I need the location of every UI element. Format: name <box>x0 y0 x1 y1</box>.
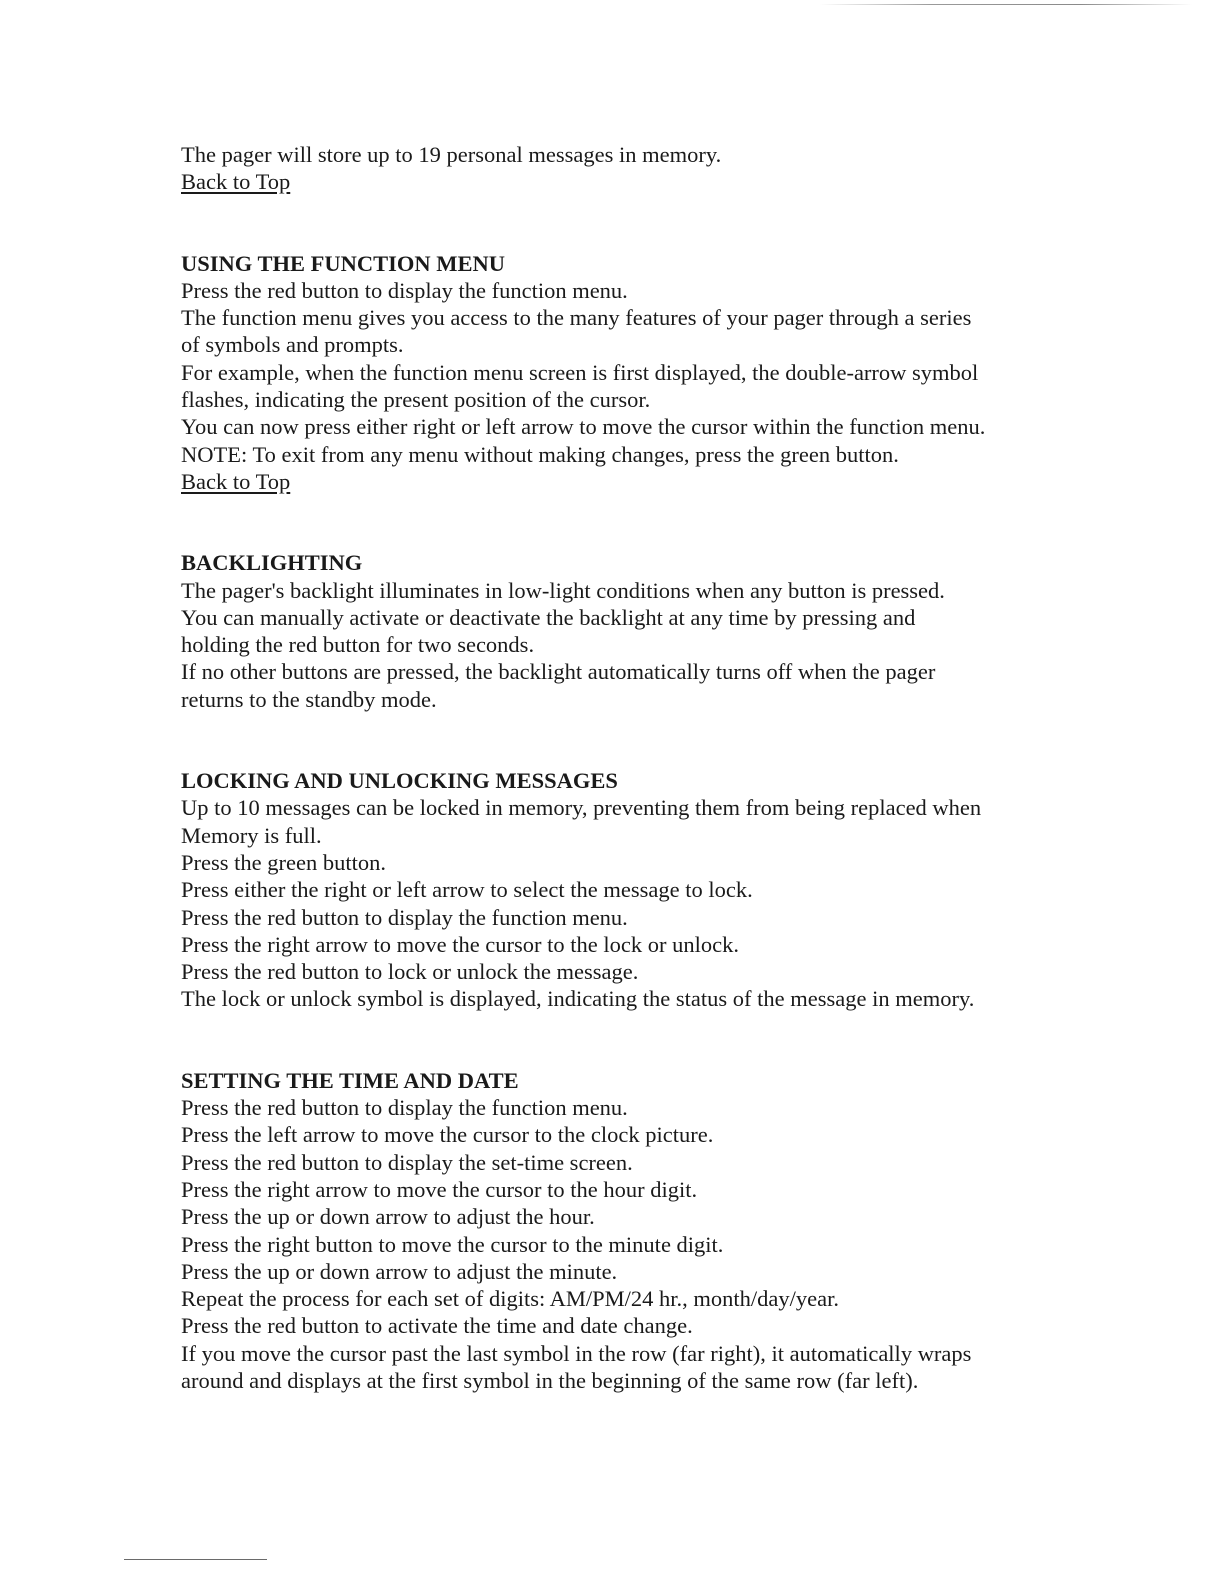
text-line: You can now press either right or left arrow to move the cursor within the function menu. <box>181 414 986 440</box>
text-line: NOTE: To exit from any menu without making changes, press the green button. <box>181 441 899 467</box>
section-heading: BACKLIGHTING <box>181 550 363 576</box>
document-body <box>181 141 1061 1394</box>
text-line: The lock or unlock symbol is displayed, indicating the status of the message in memory. <box>181 986 975 1012</box>
text-line: Press either the right or left arrow to select the message to lock. <box>181 877 753 903</box>
text-line: Up to 10 messages can be locked in memory, preventing them from being replaced when <box>181 795 982 821</box>
section-heading: SETTING THE TIME AND DATE <box>181 1067 519 1093</box>
text-line: If you move the cursor past the last symbol in the row (far right), it automatically wraps <box>181 1340 972 1366</box>
text-line: Press the right arrow to move the cursor to the lock or unlock. <box>181 931 739 957</box>
scan-edge-line <box>820 4 1192 5</box>
text-line: Press the red button to display the function menu. <box>181 1095 628 1121</box>
text-line: returns to the standby mode. <box>181 686 437 712</box>
intro-section <box>181 141 1061 196</box>
back-to-top-link[interactable]: Back to Top <box>181 468 291 494</box>
section-heading: LOCKING AND UNLOCKING MESSAGES <box>181 768 618 794</box>
spacer <box>181 1013 1061 1067</box>
spacer <box>181 196 1061 250</box>
text-line: The pager will store up to 19 personal messages in memory. <box>181 142 722 167</box>
text-line: Repeat the process for each set of digits: AM/PM/24 hr., month/day/year. <box>181 1286 840 1312</box>
text-line: Press the up or down arrow to adjust the hour. <box>181 1204 595 1230</box>
text-line: The function menu gives you access to the many features of your pager through a series <box>181 305 972 331</box>
text-line: Press the red button to display the function menu. <box>181 277 628 303</box>
text-line: Press the up or down arrow to adjust the minute. <box>181 1258 618 1284</box>
text-line: Press the right button to move the cursor to the minute digit. <box>181 1231 724 1257</box>
time-date-section <box>181 1067 1061 1395</box>
text-line: flashes, indicating the present position of the cursor. <box>181 387 651 413</box>
text-line: Memory is full. <box>181 822 322 848</box>
text-line: The pager's backlight illuminates in low-light conditions when any button is pressed. <box>181 577 945 603</box>
text-line: of symbols and prompts. <box>181 332 404 358</box>
section-heading: USING THE FUNCTION MENU <box>181 250 505 276</box>
text-line: Press the red button to lock or unlock the message. <box>181 959 639 985</box>
text-line: You can manually activate or deactivate the backlight at any time by pressing and <box>181 604 916 630</box>
text-line: For example, when the function menu screen is first displayed, the double-arrow symbol <box>181 359 979 385</box>
text-line: Press the red button to display the set-time screen. <box>181 1149 633 1175</box>
text-line: holding the red button for two seconds. <box>181 632 535 658</box>
locking-section <box>181 767 1061 1013</box>
text-line: Press the right arrow to move the cursor to the hour digit. <box>181 1176 698 1202</box>
text-line: around and displays at the first symbol in the beginning of the same row (far left). <box>181 1367 919 1393</box>
function-menu-section <box>181 250 1061 496</box>
text-line: Press the red button to activate the time and date change. <box>181 1313 693 1339</box>
spacer <box>181 713 1061 767</box>
spacer <box>181 495 1061 549</box>
text-line: Press the green button. <box>181 849 386 875</box>
footnote-separator <box>124 1559 267 1560</box>
back-to-top-link[interactable]: Back to Top <box>181 169 291 195</box>
text-line: If no other buttons are pressed, the backlight automatically turns off when the pager <box>181 659 936 685</box>
backlighting-section <box>181 549 1061 713</box>
text-line: Press the left arrow to move the cursor to the clock picture. <box>181 1122 714 1148</box>
text-line: Press the red button to display the function menu. <box>181 904 628 930</box>
